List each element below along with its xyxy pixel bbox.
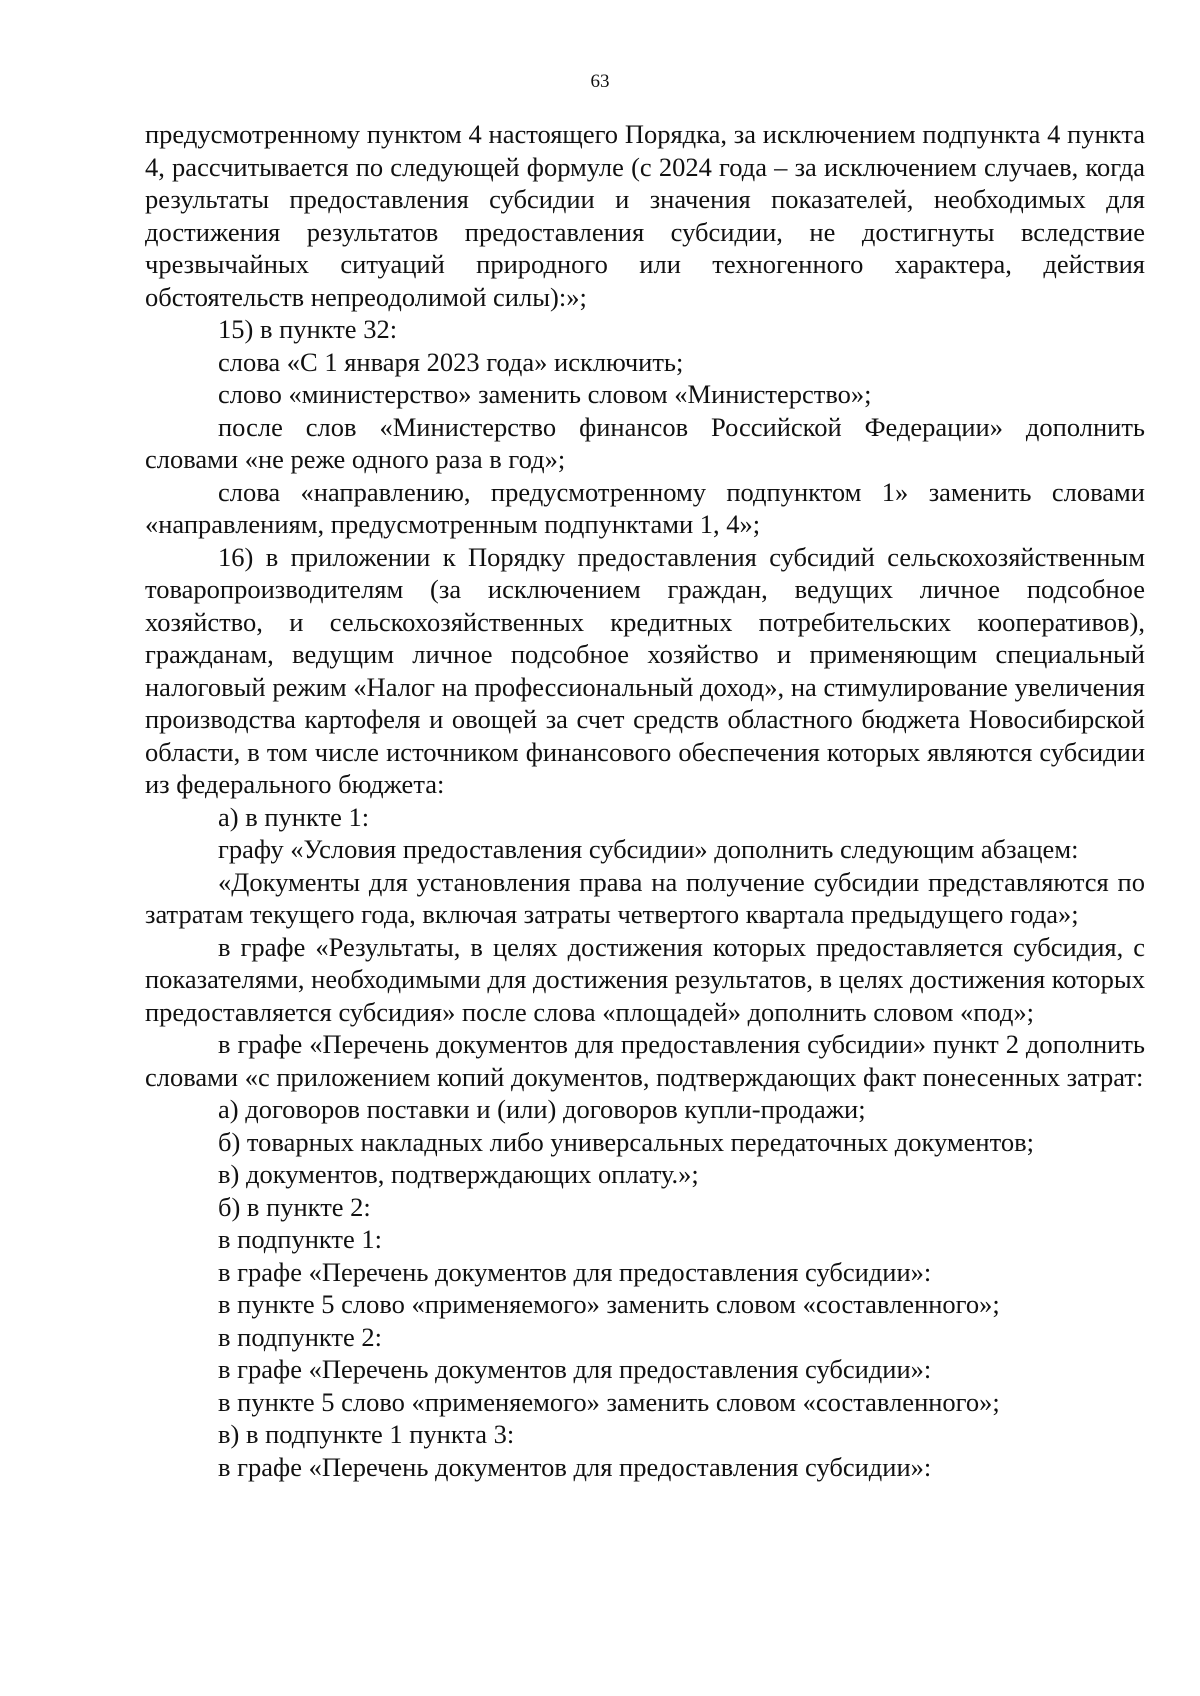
paragraph: слова «направлению, предусмотренному подпунктом 1» заменить словами «направлениям, предусмотренным подпунктами 1, 4»; bbox=[145, 476, 1145, 539]
paragraph: в графе «Перечень документов для предоставления субсидии»: bbox=[218, 1451, 932, 1482]
paragraph: в графе «Перечень документов для предоставления субсидии»: bbox=[218, 1256, 932, 1287]
list-item: в) документов, подтверждающих оплату.»; bbox=[218, 1159, 699, 1189]
paragraph: слова «С 1 января 2023 года» исключить; bbox=[218, 346, 684, 377]
paragraph-quote: «Документы для установления права на получение субсидии представляются по затратам текущего года, включая затраты четвертого квартала предыдущего года»; bbox=[145, 866, 1145, 929]
paragraph: в пункте 5 слово «применяемого» заменить словом «составленного»; bbox=[218, 1289, 1000, 1319]
document-body bbox=[145, 118, 1145, 1483]
paragraph: в пункте 5 слово «применяемого» заменить словом «составленного»; bbox=[218, 1386, 1000, 1417]
paragraph-item-16: 16) в приложении к Порядку предоставления субсидий сельскохозяйственным товаропроизводителям (за исключением граждан, ведущих личное подсобное хозяйство, и сельскохозяйственных кредитных потребительских кооперативов), гражданам, ведущим личное подсобное хозяйство и применяющим специальный налоговый режим «Налог на профессиональный доход», на стимулирование увеличения производства картофеля и овощей за счет средств областного бюджета Новосибирской области, в том числе источником финансового обеспечения которых являются субсидии из федерального бюджета: bbox=[145, 541, 1145, 799]
paragraph: в графе «Перечень документов для предоставления субсидии»: bbox=[218, 1354, 932, 1384]
paragraph-continuation: предусмотренному пунктом 4 настоящего Порядка, за исключением подпункта 4 пункта 4, рассчитывается по следующей формуле (с 2024 года – за исключением случаев, когда результаты предоставления субсидии и значения показателей, необходимых для достижения результатов предоставления субсидии, не достигнуты вследствие чрезвычайных ситуаций природного или техногенного характера, действия обстоятельств непреодолимой силы):»; bbox=[145, 119, 1145, 312]
list-item: а) договоров поставки и (или) договоров купли-продажи; bbox=[218, 1094, 866, 1124]
paragraph: в подпункте 1: bbox=[218, 1224, 383, 1254]
paragraph: в графе «Результаты, в целях достижения которых предоставляется субсидия, с показателями, необходимыми для достижения результатов, в целях достижения которых предоставляется субсидия» после слова «площадей» дополнить словом «под»; bbox=[145, 931, 1145, 1027]
paragraph-subitem-a: а) в пункте 1: bbox=[218, 801, 370, 832]
paragraph-subitem-v: в) в подпункте 1 пункта 3: bbox=[218, 1419, 515, 1449]
paragraph: в подпункте 2: bbox=[218, 1321, 383, 1352]
paragraph: в графе «Перечень документов для предоставления субсидии» пункт 2 дополнить словами «с приложением копий документов, подтверждающих факт понесенных затрат: bbox=[145, 1029, 1145, 1092]
paragraph: слово «министерство» заменить словом «Министерство»; bbox=[218, 379, 872, 409]
paragraph: графу «Условия предоставления субсидии» дополнить следующим абзацем: bbox=[218, 834, 1079, 864]
paragraph-subitem-b: б) в пункте 2: bbox=[218, 1191, 371, 1222]
page-number: 63 bbox=[590, 71, 610, 92]
paragraph: после слов «Министерство финансов Российской Федерации» дополнить словами «не реже одного раза в год»; bbox=[145, 411, 1145, 474]
list-item: б) товарных накладных либо универсальных передаточных документов; bbox=[218, 1126, 1034, 1157]
paragraph-item-15: 15) в пункте 32: bbox=[218, 314, 398, 344]
